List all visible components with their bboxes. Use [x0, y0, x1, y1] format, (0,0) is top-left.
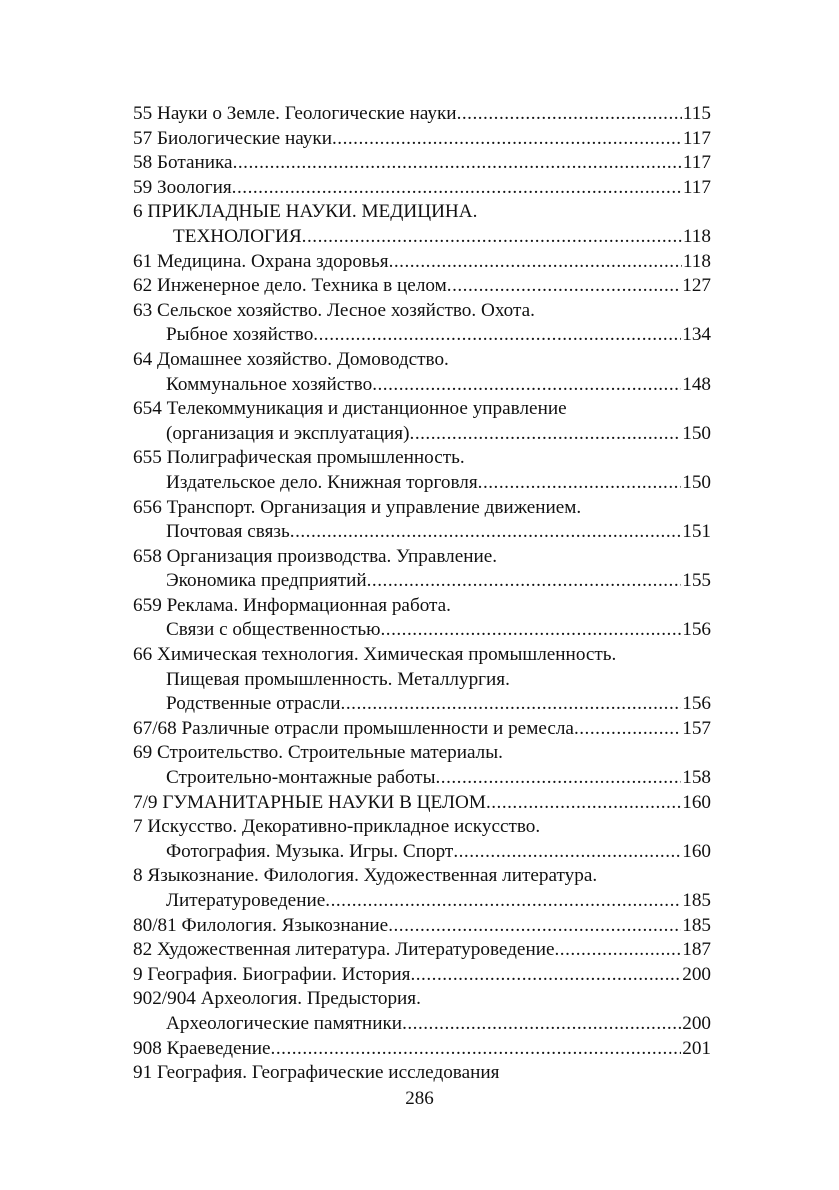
- leader-dots: [555, 938, 682, 963]
- leader-dots: [367, 569, 682, 594]
- leader-dots: [410, 963, 681, 988]
- toc-entry-continuation: Коммунальное хозяйство ..... 148: [133, 373, 711, 398]
- leader-dots: [389, 250, 682, 275]
- leader-dots: [453, 840, 681, 865]
- leader-dots: [313, 323, 681, 348]
- toc-entry: 902/904 Археология. Предыстория.: [133, 988, 421, 1010]
- toc-entry-continuation: Фотография. Музыка. Игры. Спорт ..... 160: [133, 840, 711, 865]
- toc-entry-continuation: Издательское дело. Книжная торговля ..... 150: [133, 471, 711, 496]
- toc-entry: 91 География. Географические исследования: [133, 1062, 500, 1084]
- toc-entry: 59 Зоология ..... 117: [133, 176, 711, 201]
- toc-entry-continuation: Рыбное хозяйство ..... 134: [133, 323, 711, 348]
- toc-entry: 659 Реклама. Информационная работа.: [133, 594, 451, 616]
- toc-entry: 7 Искусство. Декоративно-прикладное искусство.: [133, 816, 541, 838]
- leader-dots: [341, 692, 682, 717]
- leader-dots: [478, 471, 682, 496]
- leader-dots: [325, 889, 681, 914]
- toc-entry: 658 Организация производства. Управление.: [133, 545, 498, 567]
- toc-entry-continuation: (организация и эксплуатация) ..... 150: [133, 422, 711, 447]
- leader-dots: [380, 618, 681, 643]
- toc-entry: 908 Краеведение ..... 201: [133, 1037, 711, 1062]
- leader-dots: [271, 1037, 682, 1062]
- toc-entry: 654 Телекоммуникация и дистанционное управление: [133, 398, 567, 420]
- leader-dots: [447, 274, 681, 299]
- toc-entry: 57 Биологические науки ..... 117: [133, 127, 711, 152]
- toc-entry: 80/81 Филология. Языкознание ..... 185: [133, 914, 711, 939]
- leader-dots: [486, 791, 681, 816]
- toc-entry-continuation: Литературоведение ..... 185: [133, 889, 711, 914]
- toc-entry: 66 Химическая технология. Химическая промышленность.: [133, 644, 617, 666]
- toc-entry-continuation: Экономика предприятий ..... 155: [133, 569, 711, 594]
- toc-entry-continuation: Пищевая промышленность. Металлургия.: [166, 668, 510, 690]
- leader-dots: [435, 766, 681, 791]
- toc-entry: 61 Медицина. Охрана здоровья ..... 118: [133, 250, 711, 275]
- toc-entry-continuation: Родственные отрасли ..... 156: [133, 692, 711, 717]
- toc-entry: 67/68 Различные отрасли промышленности и ремесла ..... 157: [133, 717, 711, 742]
- toc-entry: 7/9 ГУМАНИТАРНЫЕ НАУКИ В ЦЕЛОМ ..... 160: [133, 791, 711, 816]
- toc-entry: 64 Домашнее хозяйство. Домоводство.: [133, 348, 449, 370]
- toc-entry: 6 ПРИКЛАДНЫЕ НАУКИ. МЕДИЦИНА.: [133, 201, 478, 223]
- toc-entry: 9 География. Биографии. История ..... 200: [133, 963, 711, 988]
- toc-entry: 55 Науки о Земле. Геологические науки ..... 115: [133, 102, 711, 127]
- toc-entry-continuation: Строительно-монтажные работы ..... 158: [133, 766, 711, 791]
- page-number: 286: [405, 1088, 434, 1109]
- leader-dots: [388, 914, 681, 939]
- toc-entry-continuation: Связи с общественностью ..... 156: [133, 618, 711, 643]
- leader-dots: [574, 717, 681, 742]
- toc-entry-continuation: Археологические памятники ..... 200: [133, 1012, 711, 1037]
- leader-dots: [372, 373, 681, 398]
- toc-entry: 655 Полиграфическая промышленность.: [133, 447, 465, 469]
- toc-entry: 58 Ботаника ..... 117: [133, 151, 711, 176]
- toc-entry: 82 Художественная литература. Литературоведение ..... 187: [133, 938, 711, 963]
- toc-entry-continuation: Почтовая связь ..... 151: [133, 520, 711, 545]
- toc-entry: 8 Языкознание. Филология. Художественная литература.: [133, 865, 598, 887]
- toc-entry: 62 Инженерное дело. Техника в целом ..... 127: [133, 274, 711, 299]
- leader-dots: [410, 422, 682, 447]
- leader-dots: [302, 225, 682, 250]
- leader-dots: [233, 151, 682, 176]
- toc-entry: 656 Транспорт. Организация и управление движением.: [133, 496, 582, 518]
- leader-dots: [402, 1012, 681, 1037]
- toc-entry-continuation: ТЕХНОЛОГИЯ ..... 118: [133, 225, 711, 250]
- leader-dots: [332, 127, 682, 152]
- toc-entry: 69 Строительство. Строительные материалы.: [133, 742, 503, 764]
- leader-dots: [232, 176, 682, 201]
- toc-entry: 63 Сельское хозяйство. Лесное хозяйство. Охота.: [133, 299, 535, 321]
- leader-dots: [457, 102, 682, 127]
- table-of-contents: [133, 102, 711, 1086]
- leader-dots: [290, 520, 681, 545]
